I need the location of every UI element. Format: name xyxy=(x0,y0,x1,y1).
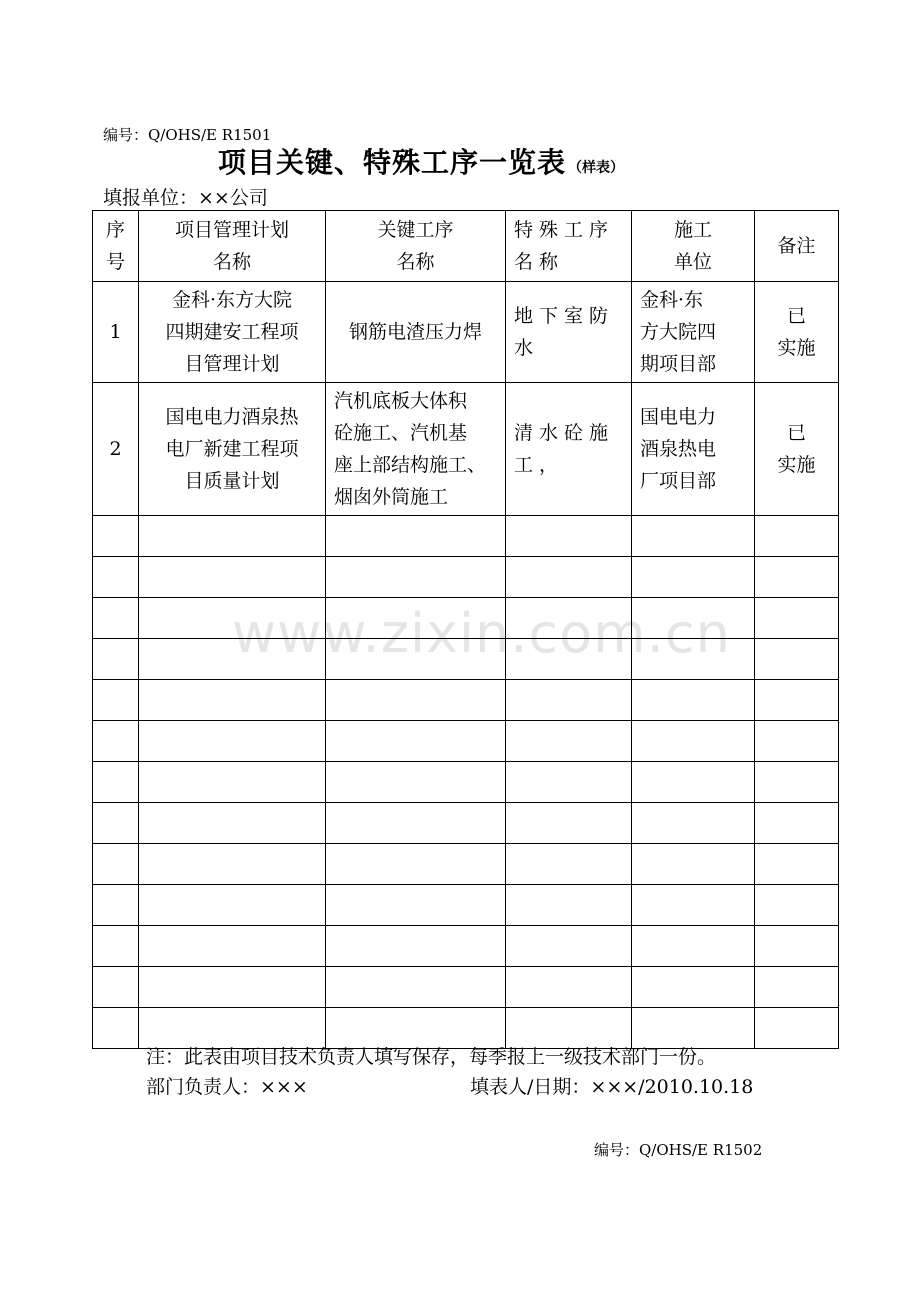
header-key-process: 关键工序 名称 xyxy=(326,211,506,282)
empty-row xyxy=(93,680,839,721)
empty-cell xyxy=(632,516,755,557)
empty-cell xyxy=(139,844,326,885)
empty-cell xyxy=(632,967,755,1008)
empty-cell xyxy=(93,967,139,1008)
empty-cell xyxy=(506,680,632,721)
empty-row xyxy=(93,721,839,762)
empty-cell xyxy=(632,926,755,967)
cell-construction-unit: 金科·东 方大院四 期项目部 xyxy=(632,282,755,383)
empty-cell xyxy=(326,803,506,844)
empty-cell xyxy=(755,885,839,926)
empty-cell xyxy=(506,557,632,598)
empty-cell xyxy=(326,680,506,721)
empty-cell xyxy=(326,967,506,1008)
empty-cell xyxy=(93,926,139,967)
empty-cell xyxy=(93,516,139,557)
empty-row xyxy=(93,516,839,557)
empty-cell xyxy=(755,803,839,844)
empty-cell xyxy=(93,803,139,844)
cell-key-process: 钢筋电渣压力焊 xyxy=(326,282,506,383)
empty-cell xyxy=(326,926,506,967)
cell-special-process: 清水砼施 工， xyxy=(506,383,632,516)
empty-row xyxy=(93,803,839,844)
header-special-process: 特殊工序 名称 xyxy=(506,211,632,282)
cell-plan-name: 金科·东方大院 四期建安工程项 目管理计划 xyxy=(139,282,326,383)
page-title: 项目关键、特殊工序一览表 xyxy=(218,146,567,179)
empty-row xyxy=(93,885,839,926)
empty-cell xyxy=(326,516,506,557)
empty-cell xyxy=(755,762,839,803)
empty-cell xyxy=(139,680,326,721)
empty-cell xyxy=(93,598,139,639)
header-construction-unit: 施工 单位 xyxy=(632,211,755,282)
document-code-bottom: 编号：Q/OHS/E R1502 xyxy=(594,1141,763,1159)
empty-cell xyxy=(755,1008,839,1049)
table-row xyxy=(93,282,839,383)
empty-cell xyxy=(139,967,326,1008)
empty-cell xyxy=(93,680,139,721)
empty-cell xyxy=(326,762,506,803)
cell-remarks: 已 实施 xyxy=(755,282,839,383)
table-note: 注：此表由项目技术负责人填写保存，每季报上一级技术部门一份。 xyxy=(146,1046,717,1068)
empty-cell xyxy=(755,926,839,967)
empty-cell xyxy=(755,680,839,721)
filler-date: 填表人/日期：×××/2010.10.18 xyxy=(470,1076,754,1098)
empty-cell xyxy=(139,557,326,598)
empty-cell xyxy=(93,844,139,885)
empty-cell xyxy=(326,557,506,598)
empty-cell xyxy=(506,885,632,926)
empty-cell xyxy=(755,721,839,762)
signature-line xyxy=(146,1072,754,1099)
empty-cell xyxy=(93,885,139,926)
empty-cell xyxy=(506,844,632,885)
empty-cell xyxy=(93,721,139,762)
empty-cell xyxy=(755,844,839,885)
empty-cell xyxy=(632,885,755,926)
empty-cell xyxy=(93,557,139,598)
empty-cell xyxy=(326,885,506,926)
cell-seq: 1 xyxy=(93,282,139,383)
empty-cell xyxy=(93,762,139,803)
empty-cell xyxy=(632,680,755,721)
empty-row xyxy=(93,762,839,803)
cell-construction-unit: 国电电力 酒泉热电 厂项目部 xyxy=(632,383,755,516)
empty-cell xyxy=(93,639,139,680)
empty-cell xyxy=(506,721,632,762)
empty-cell xyxy=(139,926,326,967)
empty-cell xyxy=(139,721,326,762)
empty-cell xyxy=(632,762,755,803)
cell-special-process: 地下室防 水 xyxy=(506,282,632,383)
title-note: （样表） xyxy=(568,160,625,176)
empty-row xyxy=(93,926,839,967)
reporting-unit: 填报单位：××公司 xyxy=(103,187,268,209)
empty-row xyxy=(93,557,839,598)
empty-cell xyxy=(139,516,326,557)
cell-remarks: 已 实施 xyxy=(755,383,839,516)
empty-cell xyxy=(326,721,506,762)
empty-cell xyxy=(326,844,506,885)
header-row xyxy=(93,211,839,282)
empty-row xyxy=(93,844,839,885)
table-row xyxy=(93,383,839,516)
empty-cell xyxy=(755,967,839,1008)
empty-cell xyxy=(632,721,755,762)
cell-seq: 2 xyxy=(93,383,139,516)
dept-head: 部门负责人：××× xyxy=(146,1076,308,1098)
empty-cell xyxy=(632,557,755,598)
empty-cell xyxy=(93,1008,139,1049)
empty-cell xyxy=(755,598,839,639)
header-plan-name: 项目管理计划 名称 xyxy=(139,211,326,282)
empty-cell xyxy=(506,762,632,803)
empty-row xyxy=(93,967,839,1008)
cell-key-process: 汽机底板大体积 砼施工、汽机基 座上部结构施工、 烟囱外筒施工 xyxy=(326,383,506,516)
empty-cell xyxy=(506,926,632,967)
empty-cell xyxy=(139,885,326,926)
empty-cell xyxy=(755,557,839,598)
empty-cell xyxy=(755,639,839,680)
header-seq: 序 号 xyxy=(93,211,139,282)
watermark: www.zixin.com.cn xyxy=(232,602,731,665)
title-block xyxy=(218,141,624,181)
empty-cell xyxy=(632,803,755,844)
empty-cell xyxy=(506,516,632,557)
empty-cell xyxy=(506,803,632,844)
empty-cell xyxy=(632,844,755,885)
empty-cell xyxy=(139,803,326,844)
document-code-top: 编号：Q/OHS/E R1501 xyxy=(103,126,272,144)
cell-plan-name: 国电电力酒泉热 电厂新建工程项 目质量计划 xyxy=(139,383,326,516)
empty-cell xyxy=(139,762,326,803)
empty-cell xyxy=(755,516,839,557)
header-remarks: 备注 xyxy=(755,211,839,282)
empty-cell xyxy=(506,967,632,1008)
